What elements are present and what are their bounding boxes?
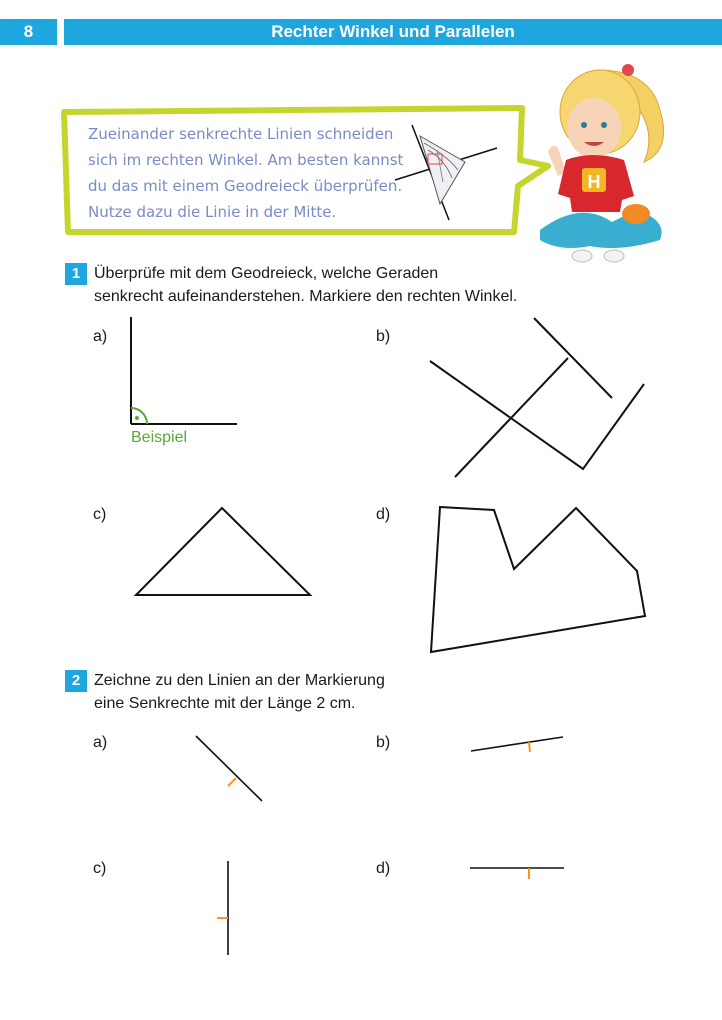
exercise-2-instructions [94,669,385,715]
exercise-2-line-2: eine Senkrechte mit der Länge 2 cm. [94,695,356,712]
exercise-2-line-1: Zeichne zu den Linien an der Markierung [94,672,385,689]
girl-character-illustration [540,64,664,262]
example-label: Beispiel [131,429,188,446]
exercise-2-number: 2 [65,670,87,692]
ex1-figure-a [131,317,237,424]
ex2-figure-c [217,861,228,955]
orange-marker [228,778,236,786]
ex1-figure-c [136,508,310,595]
exercise-1-line-2: senkrecht aufeinanderstehen. Markiere den rechten Winkel. [94,288,518,305]
exercise-1-instructions [94,262,517,308]
ex2-figure-b [471,737,563,752]
ex2-label-c: c) [93,860,107,877]
ex1-figure-b [430,318,644,477]
ex1-figure-d [431,507,645,652]
intro-bubble-text [88,121,408,225]
orange-marker [529,742,530,752]
intro-line-3: du das mit einem Geodreieck überprüfen. [88,177,403,195]
ex2-label-b: b) [376,734,391,751]
intro-line-2: sich im rechten Winkel. Am besten kannst [88,151,404,169]
ex2-label-d: d) [376,860,391,877]
ex1-label-d: d) [376,506,391,523]
exercise-1-number: 1 [65,263,87,285]
svg-text:H: H [587,172,601,192]
right-angle-marker [131,408,147,424]
exercise-1-line-1: Überprüfe mit dem Geodreieck, welche Geraden [94,265,439,282]
ex1-label-b: b) [376,328,391,345]
ex1-label-c: c) [93,506,107,523]
page-number: 8 [0,19,57,45]
page-title: Rechter Winkel und Parallelen [64,19,722,45]
ex1-label-a: a) [93,328,108,345]
ex2-figure-a [196,736,262,801]
ex2-label-a: a) [93,734,108,751]
intro-line-1: Zueinander senkrechte Linien schneiden [88,125,394,143]
intro-line-4: Nutze dazu die Linie in der Mitte. [88,203,337,221]
ex2-figure-d [470,868,564,879]
